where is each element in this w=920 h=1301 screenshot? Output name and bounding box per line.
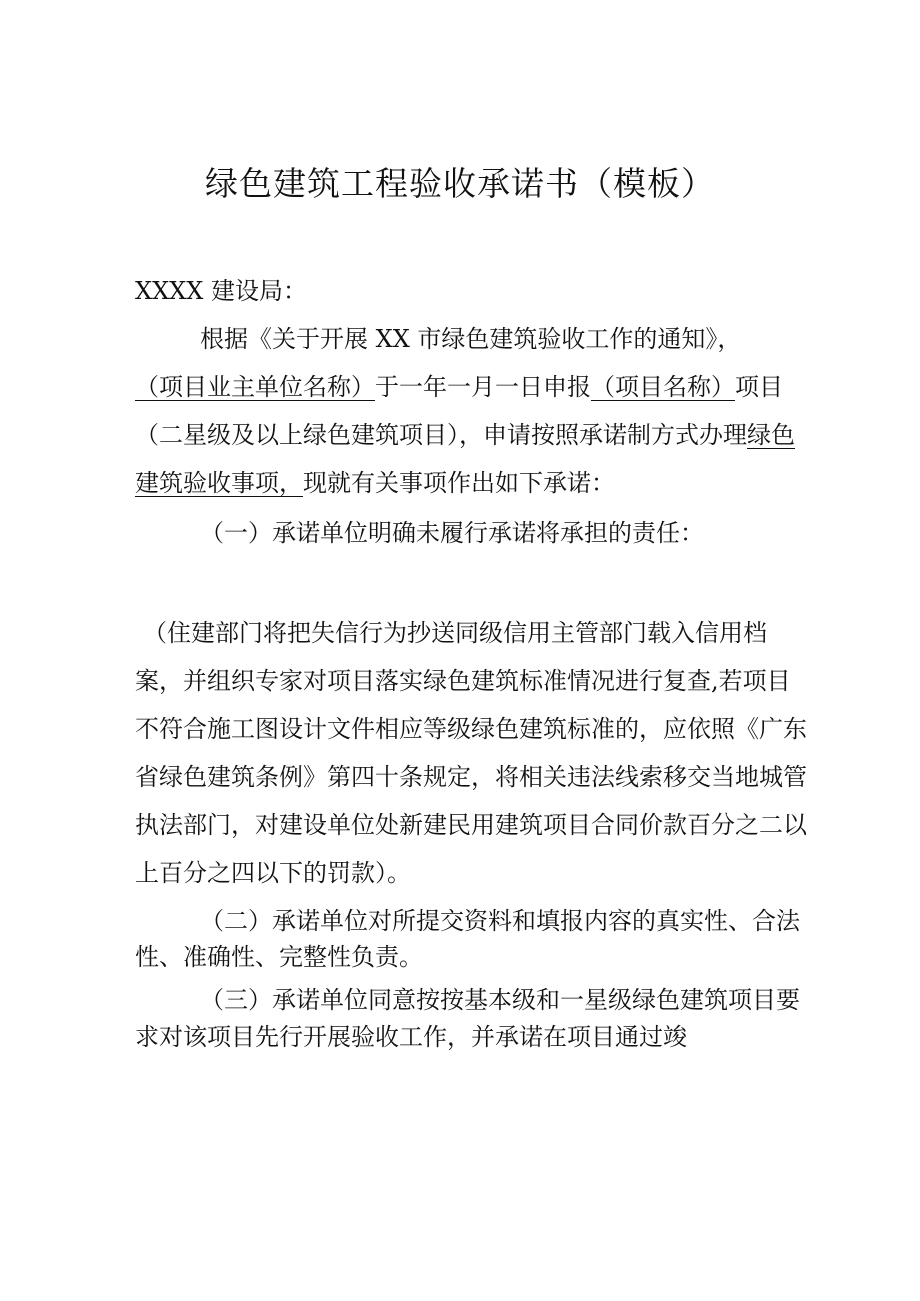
para1-line4-underlined: 建筑验收事项， (135, 469, 303, 497)
item1-heading: （一）承诺单位明确未履行承诺将承担的责任： (200, 519, 704, 547)
para1-line2 (135, 370, 783, 404)
owner-name-blank: （项目业主单位名称） (135, 373, 375, 401)
para1-line3-start: （二星级及以上绿色建筑项目），申请按照承诺制方式办理 (135, 421, 747, 449)
project-name-blank: （项目名称） (591, 373, 735, 401)
item1-body-line: 不符合施工图设计文件相应等级绿色建筑标准的，应依照《广东 (135, 715, 807, 743)
item1-body-line: 执法部门，对建设单位处新建民用建筑项目合同价款百分之二以 (135, 811, 807, 839)
item1-body-line: 案，并组织专家对项目落实绿色建筑标准情况进行复查,若项目 (135, 667, 791, 695)
para1-line2-mid: 于一年一月一日申报 (375, 373, 591, 401)
para1-line4-end: 现就有关事项作出如下承诺： (303, 469, 615, 497)
item1-body-line: （住建部门将把失信行为抄送同级信用主管部门载入信用档 (143, 619, 767, 647)
document-title: 绿色建筑工程验收承诺书（模板） (205, 164, 715, 203)
item1-body-line: 省绿色建筑条例》第四十条规定，将相关违法线索移交当地城管 (135, 763, 807, 791)
item3-line: （三）承诺单位同意按按基本级和一星级绿色建筑项目要 (200, 986, 800, 1014)
para1-line2-end: 项目 (735, 373, 783, 401)
item2-line: （二）承诺单位对所提交资料和填报内容的真实性、合法 (200, 907, 800, 935)
para1-line4 (135, 466, 615, 500)
item1-body-line: 上百分之四以下的罚款）。 (135, 859, 411, 887)
salutation: XXXX 建设局： (135, 277, 307, 305)
item3-line: 求对该项目先行开展验收工作，并承诺在项目通过竣 (135, 1023, 687, 1051)
item2-line: 性、准确性、完整性负责。 (135, 943, 423, 971)
para1-line1: 根据《关于开展 XX 市绿色建筑验收工作的通知》， (200, 325, 742, 353)
para1-line3-underlined: 绿色 (747, 421, 795, 449)
para1-line3 (135, 418, 795, 452)
